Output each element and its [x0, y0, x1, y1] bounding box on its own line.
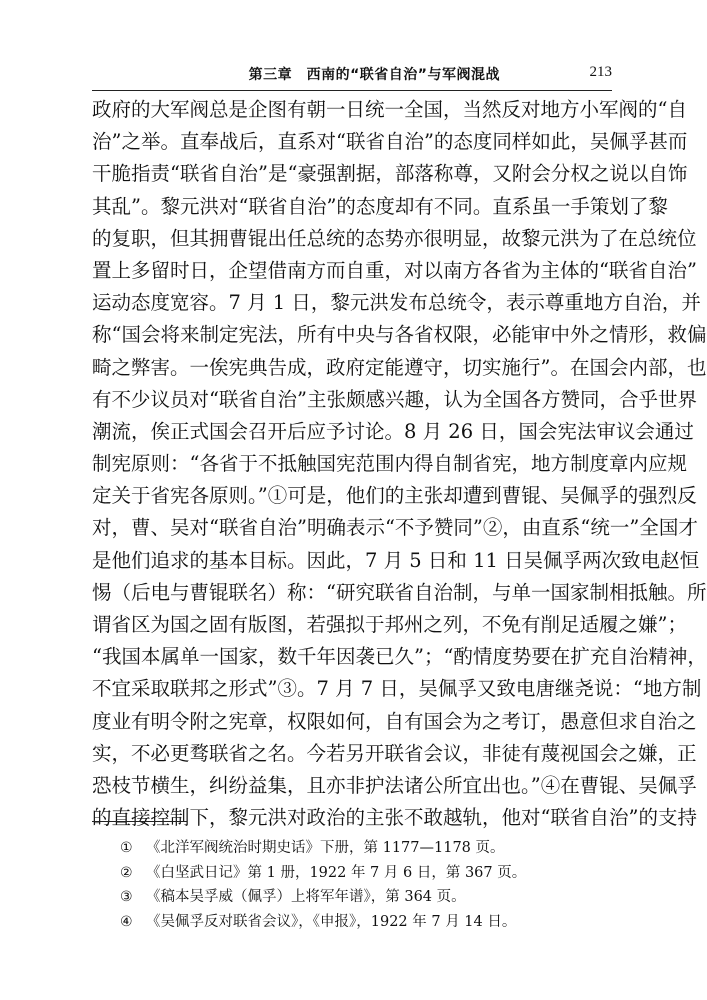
- text-line: 度业有明令附之宪章，权限如何，自有国会为之考订，愚意但求自治之: [92, 709, 697, 733]
- text-line: 对，曹、吴对“联省自治”明确表示“不予赞同”②，由直系“统一”全国才: [92, 516, 698, 540]
- footnote-mark: ③: [120, 889, 133, 905]
- footnote-text: 《白坚武日记》第 1 册，1922 年 7 月 6 日，第 367 页。: [146, 864, 527, 881]
- text-line: 制宪原则：“各省于不抵触国宪范围内得自制省宪，地方制度章内应规: [92, 452, 687, 476]
- text-line: 置上多留时日，企望借南方而自重，对以南方各省为主体的“联省自治”: [92, 258, 697, 282]
- footnote: [120, 861, 620, 886]
- footnote: [120, 910, 620, 935]
- header-rule: [92, 90, 612, 91]
- text-line: 潮流，俟正式国会召开后应予讨论。8 月 26 日，国会宪法审议会通过: [92, 419, 694, 443]
- footnote-mark: ①: [120, 840, 133, 856]
- text-line: 干脆指责“联省自治”是“豪强割据，部落称尊，又附会分权之说以自饰: [92, 162, 688, 186]
- running-title: 第三章 西南的“联省自治”与军阀混战: [248, 67, 500, 83]
- text-line: 定关于省宪各原则。”①可是，他们的主张却遭到曹锟、吴佩孚的强烈反: [92, 484, 697, 508]
- text-line: 治”之举。直奉战后，直系对“联省自治”的态度同样如此，吴佩孚甚而: [92, 130, 688, 154]
- text-line: 是他们追求的基本目标。因此，7 月 5 日和 11 日吴佩孚两次致电赵恒: [92, 548, 700, 572]
- footnote: [120, 885, 620, 910]
- text-line: 称“国会将来制定宪法，所有中央与各省权限，必能审中外之情形，救偏: [92, 323, 707, 347]
- footnote: [120, 836, 620, 861]
- text-line: 政府的大军阀总是企图有朝一日统一全国，当然反对地方小军阀的“自: [92, 98, 687, 121]
- footnote-text: 《北洋军阀统治时期史话》下册，第 1177—1178 页。: [146, 840, 505, 856]
- text-line: 恐枝节横生，纠纷益集，且亦非护法诸公所宜出也。”④在曹锟、吴佩孚: [92, 773, 697, 797]
- text-line: 不宜采取联邦之形式”③。7 月 7 日，吴佩孚又致电唐继尧说：“地方制: [92, 677, 702, 701]
- text-line: 运动态度宽容。7 月 1 日，黎元洪发布总统令，表示尊重地方自治，并: [92, 291, 701, 315]
- footnote-text: 《稿本吴孚威（佩孚）上将军年谱》，第 364 页。: [146, 889, 466, 905]
- text-line: 的直接控制下，黎元洪对政治的主张不敢越轨，他对“联省自治”的支持: [92, 806, 697, 830]
- text-line: 有不少议员对“联省自治”主张颇感兴趣，认为全国各方赞同，合乎世界: [92, 387, 697, 411]
- page-header: [92, 64, 612, 86]
- body-text: [92, 94, 707, 834]
- text-line: 实，不必更骛联省之名。今若另开联省会议，非徒有蔑视国会之嫌，正: [92, 741, 697, 765]
- footnote-rule: [92, 821, 187, 822]
- text-line: 的复职，但其拥曹锟出任总统的态势亦很明显，故黎元洪为了在总统位: [92, 226, 697, 250]
- page-number: 213: [589, 64, 612, 80]
- footnote-text: 《吴佩孚反对联省会议》，《申报》，1922 年 7 月 14 日。: [146, 913, 517, 930]
- text-line: 谓省区为国之固有版图，若强拟于邦州之列，不免有削足适履之嫌”；: [92, 613, 687, 636]
- footnotes: [120, 836, 620, 934]
- text-line: 惕（后电与曹锟联名）称：“研究联省自治制，与单一国家制相抵触。所: [92, 580, 707, 604]
- footnote-mark: ②: [120, 864, 133, 881]
- text-line: 其乱”。黎元洪对“联省自治”的态度却有不同。直系虽一手策划了黎: [92, 194, 668, 218]
- text-line: “我国本属单一国家，数千年因袭已久”；“酌情度势要在扩充自治精神，: [92, 645, 707, 669]
- footnote-mark: ④: [120, 913, 133, 930]
- text-line: 畸之弊害。一俟宪典告成，政府定能遵守，切实施行”。在国会内部，也: [92, 355, 707, 379]
